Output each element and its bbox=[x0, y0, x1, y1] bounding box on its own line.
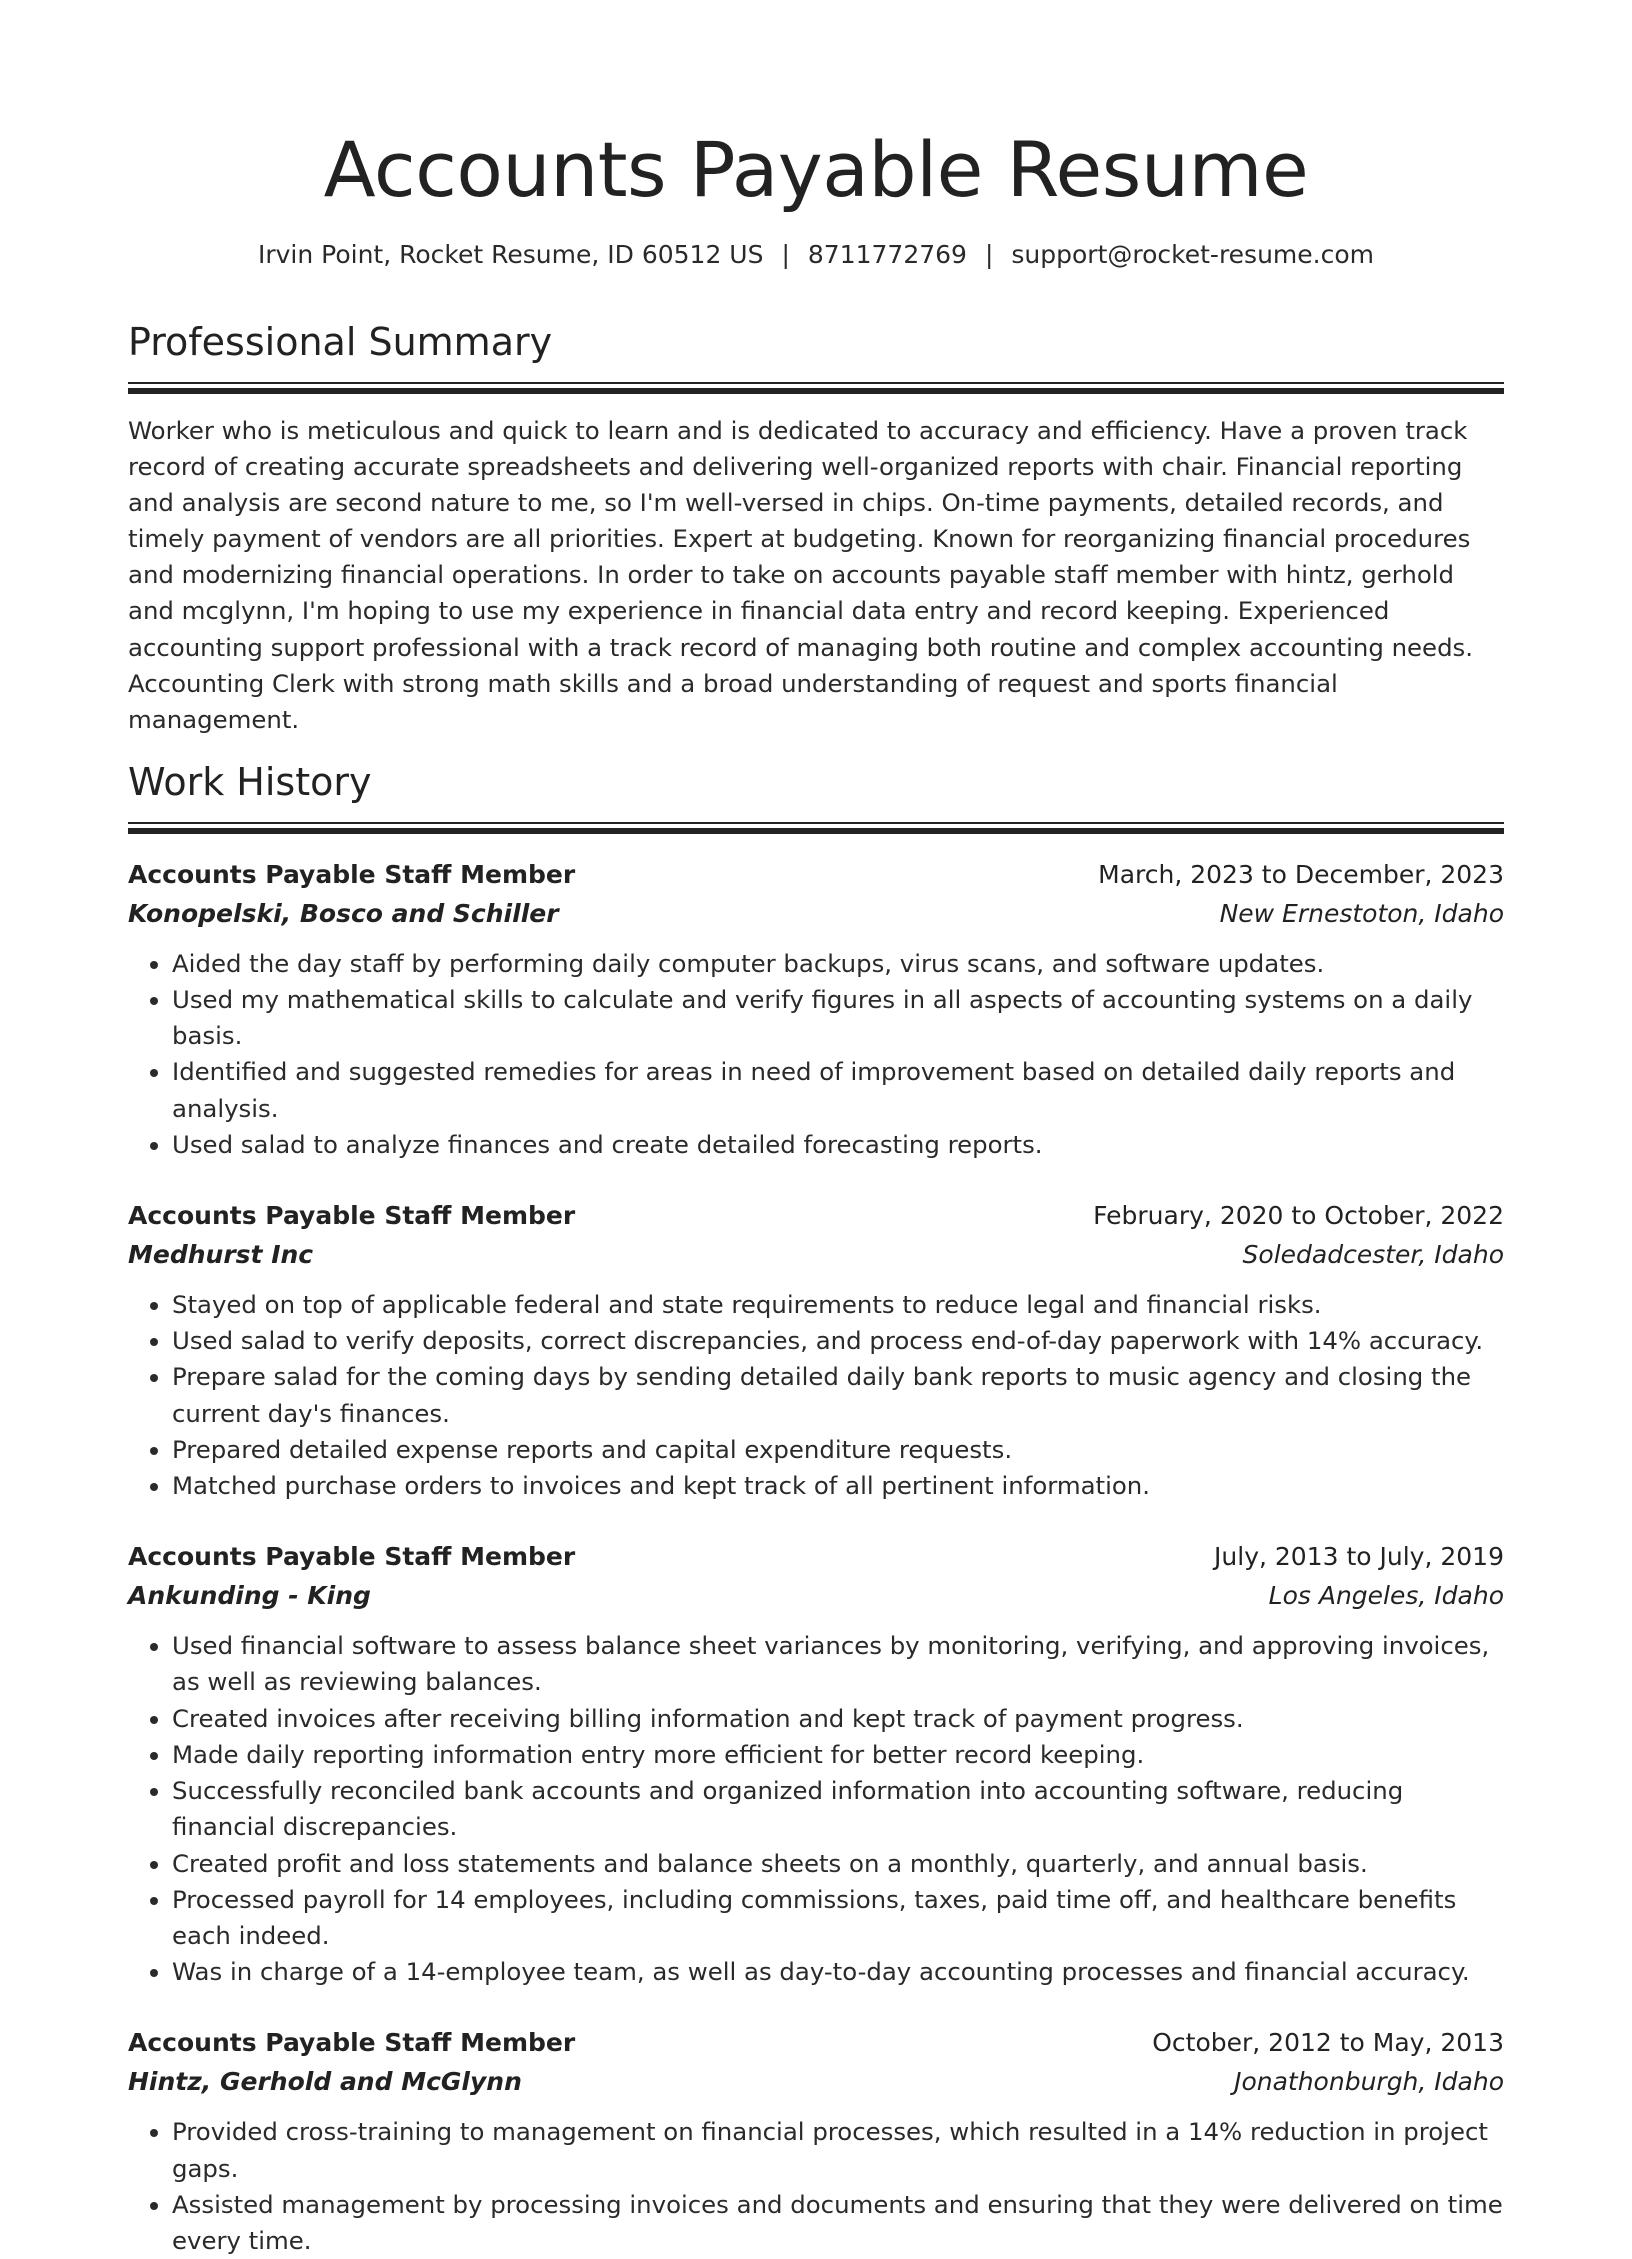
job-dates: October, 2012 to May, 2013 bbox=[1152, 2028, 1504, 2058]
job-company-row bbox=[128, 2062, 1504, 2102]
job-location: Los Angeles, Idaho bbox=[1268, 1581, 1504, 1611]
job-location: New Ernestoton, Idaho bbox=[1219, 898, 1504, 928]
job-dates: July, 2013 to July, 2019 bbox=[1214, 1542, 1504, 1572]
job-bullet: • Stayed on top of applicable federal and state requirements to reduce legal and financial risks. bbox=[172, 1287, 1504, 1323]
contact-address: Irvin Point, Rocket Resume, ID 60512 US bbox=[257, 240, 764, 269]
contact-line bbox=[128, 238, 1504, 272]
job-bullet-list bbox=[128, 1287, 1504, 1504]
work-history-section bbox=[128, 758, 1504, 2259]
job-header-row bbox=[128, 1197, 1504, 1235]
job-bullet: • Aided the day staff by performing daily computer backups, virus scans, and software updates. bbox=[172, 946, 1504, 982]
job-bullet: • Used financial software to assess balance sheet variances by monitoring, verifying, and approving invoices, as well as reviewing balances. bbox=[172, 1628, 1504, 1700]
job-bullet: • Identified and suggested remedies for areas in need of improvement based on detailed daily reports and analysis. bbox=[172, 1054, 1504, 1126]
job-bullet: • Processed payroll for 14 employees, including commissions, taxes, paid time off, and healthcare benefits each indeed. bbox=[172, 1882, 1504, 1954]
job-bullet-list bbox=[128, 2114, 1504, 2259]
job-company-row bbox=[128, 1576, 1504, 1616]
job-header-row bbox=[128, 1538, 1504, 1576]
job-bullet: • Successfully reconciled bank accounts and organized information into accounting software, reducing financial discrepancies. bbox=[172, 1773, 1504, 1845]
job-bullet: • Was in charge of a 14-employee team, as well as day-to-day accounting processes and financial accuracy. bbox=[172, 1954, 1504, 1990]
job-company: Ankunding - King bbox=[128, 1581, 371, 1611]
job-bullet: • Created invoices after receiving billing information and kept track of payment progress. bbox=[172, 1701, 1504, 1737]
job-location: Jonathonburgh, Idaho bbox=[1234, 2067, 1504, 2097]
job-bullet: • Prepared detailed expense reports and capital expenditure requests. bbox=[172, 1432, 1504, 1468]
job-bullet: • Created profit and loss statements and balance sheets on a monthly, quarterly, and annual basis. bbox=[172, 1846, 1504, 1882]
job-bullet-list bbox=[128, 946, 1504, 1163]
job-header-row bbox=[128, 2024, 1504, 2062]
resume-page bbox=[128, 0, 1504, 2259]
professional-summary-section bbox=[128, 318, 1504, 738]
job-entry bbox=[128, 2024, 1504, 2259]
job-location: Soledadcester, Idaho bbox=[1242, 1240, 1504, 1270]
job-entry bbox=[128, 1538, 1504, 1990]
job-dates: March, 2023 to December, 2023 bbox=[1098, 859, 1504, 889]
section-heading-work-history: Work History bbox=[128, 759, 372, 804]
job-entry bbox=[128, 856, 1504, 1163]
job-list bbox=[128, 856, 1504, 2259]
job-title: Accounts Payable Staff Member bbox=[128, 1201, 576, 1231]
job-bullet: • Used salad to verify deposits, correct discrepancies, and process end-of-day paperwork with 14% accuracy. bbox=[172, 1323, 1504, 1359]
contact-phone: 8711772769 bbox=[807, 240, 967, 269]
job-bullet: • Used my mathematical skills to calculate and verify figures in all aspects of accounting systems on a daily basis. bbox=[172, 982, 1504, 1054]
contact-email: support@rocket-resume.com bbox=[1011, 240, 1375, 269]
job-bullet-list bbox=[128, 1628, 1504, 1990]
job-bullet: • Used salad to analyze finances and create detailed forecasting reports. bbox=[172, 1127, 1504, 1163]
job-title: Accounts Payable Staff Member bbox=[128, 1542, 576, 1572]
job-company: Medhurst Inc bbox=[128, 1240, 314, 1270]
job-bullet: • Made daily reporting information entry more efficient for better record keeping. bbox=[172, 1737, 1504, 1773]
job-dates: February, 2020 to October, 2022 bbox=[1093, 1201, 1504, 1231]
summary-text: Worker who is meticulous and quick to learn and is dedicated to accuracy and efficiency. Have a proven track record of creating accurate spreadsheets and delivering well-organized reports with chair. Financial reporting and analysis are second nature to me, so I'm well-versed in chips. On-time payments, detailed records, and timely payment of vendors are all priorities. Expert at budgeting. Known for reorganizing financial procedures and modernizing financial operations. In order to take on accounts payable staff member with hintz, gerhold and mcglynn, I'm hoping to use my experience in financial data entry and record keeping. Experienced accounting support professional with a track record of managing both routine and complex accounting needs. Accounting Clerk with strong math skills and a broad understanding of request and sports financial management. bbox=[128, 416, 1474, 734]
job-bullet: • Provided cross-training to management on financial processes, which resulted in a 14% reduction in project gaps. bbox=[172, 2114, 1504, 2186]
job-title: Accounts Payable Staff Member bbox=[128, 2028, 576, 2058]
job-company: Konopelski, Bosco and Schiller bbox=[128, 898, 559, 928]
contact-separator: | bbox=[984, 240, 994, 269]
job-bullet: • Prepare salad for the coming days by sending detailed daily bank reports to music agency and closing the current day's finances. bbox=[172, 1359, 1504, 1431]
job-bullet: • Matched purchase orders to invoices and kept track of all pertinent information. bbox=[172, 1468, 1504, 1504]
job-company: Hintz, Gerhold and McGlynn bbox=[128, 2067, 522, 2097]
job-header-row bbox=[128, 856, 1504, 894]
section-heading-summary: Professional Summary bbox=[128, 320, 553, 364]
job-company-row bbox=[128, 894, 1504, 934]
section-divider bbox=[128, 382, 1504, 394]
resume-title: Accounts Payable Resume bbox=[323, 125, 1309, 214]
job-entry bbox=[128, 1197, 1504, 1504]
section-divider bbox=[128, 822, 1504, 834]
job-bullet: • Assisted management by processing invoices and documents and ensuring that they were delivered on time every time. bbox=[172, 2187, 1504, 2259]
job-company-row bbox=[128, 1235, 1504, 1275]
job-title: Accounts Payable Staff Member bbox=[128, 859, 576, 889]
contact-separator: | bbox=[781, 240, 790, 269]
